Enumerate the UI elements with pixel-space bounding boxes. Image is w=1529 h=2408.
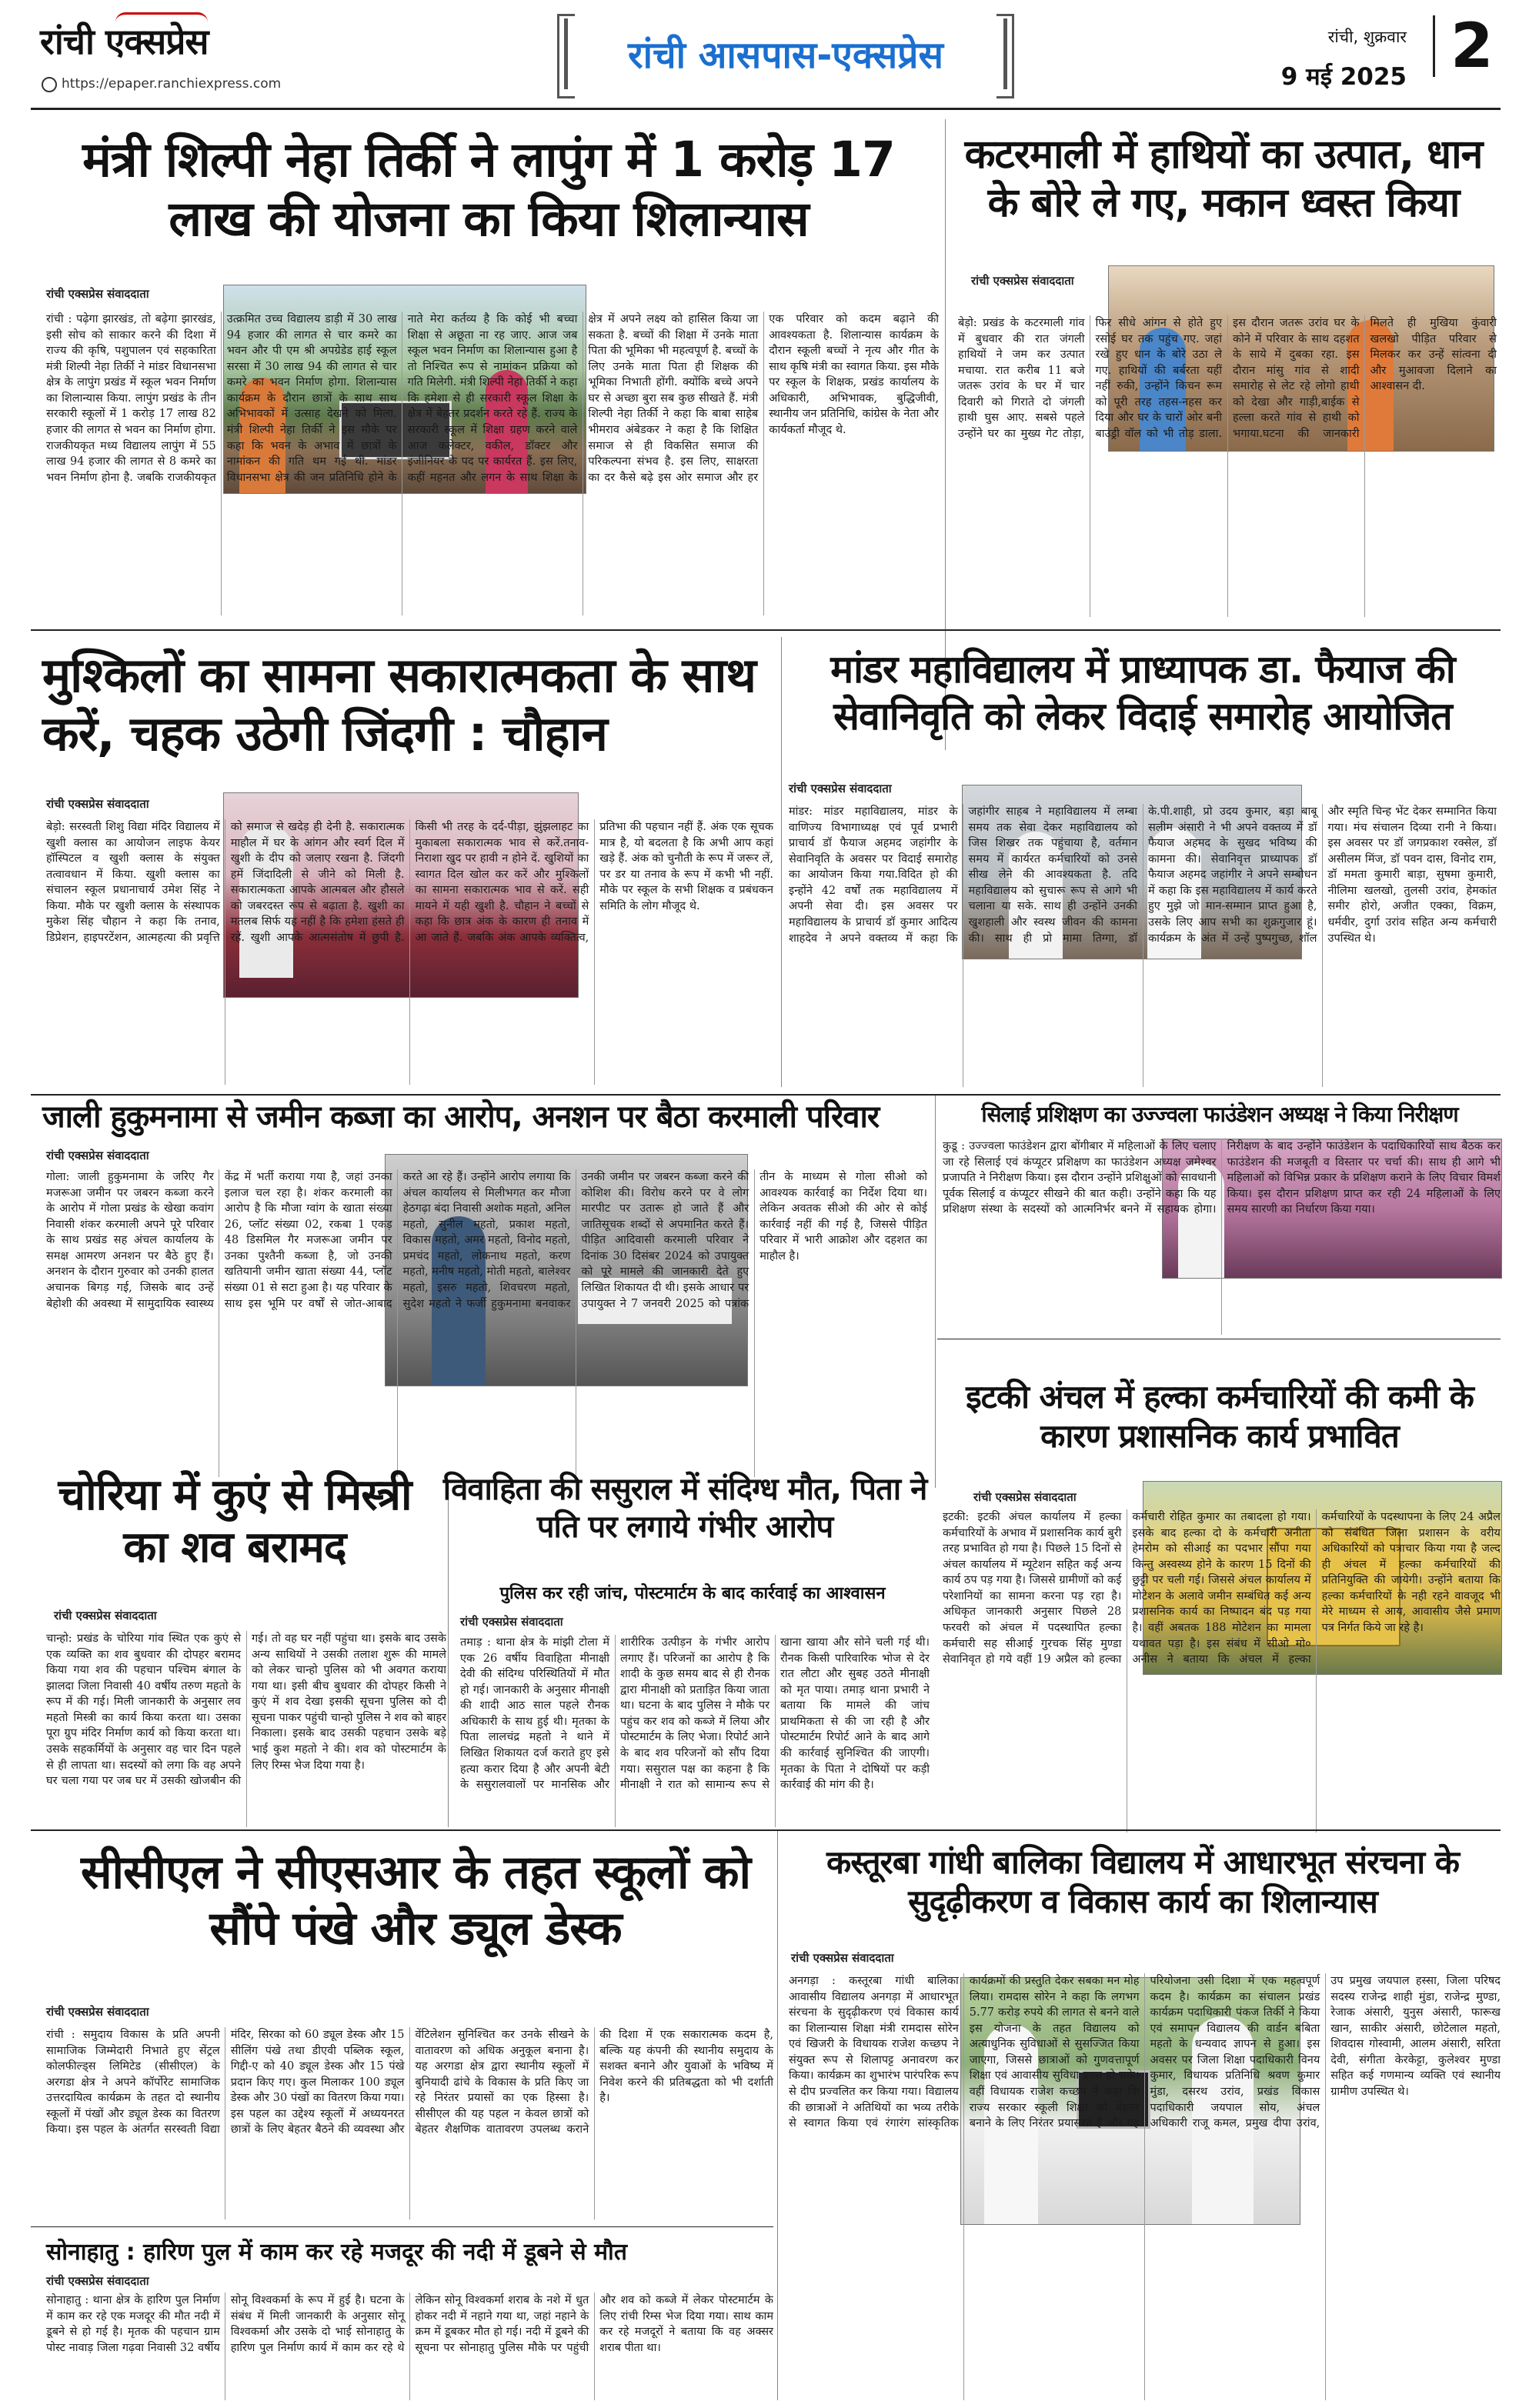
article-a6-body: कुडू : उज्ज्वला फाउंडेशन द्वारा बोंगीबार में महिलाओं के लिए चलाए जा रहे सिलाई एवं कंप्यूटर प्रशिक्षण का फाउंडेशन अध्यक्ष जमेश्वर प्रजापति ने निरीक्षण किया। इस दौरान उन्होंने प्रशिक्षुओं को सावधानी पूर्वक सिलाई व कंप्यूटर सीखने की बात कही। उन्होंने कहा कि यह प्रशिक्षण संस्था के सदस्यों को आत्मनिर्भर बनने में सहायक होगा। निरीक्षण के बाद उन्होंने फाउंडेशन के पदाधिकारियों साथ बैठक कर फाउंडेशन की मजबूती व विस्तार पर चर्चा की। साथ ही आगे भी महिलाओं को विभिन्न प्रकार के प्रशिक्षण कराने के लिए विचार विमर्श किया। इस दौरान प्रशिक्षण प्राप्त कर रही 24 महिलाओं के लिए समय सारणी का निर्धारण किया गया।	[943, 1140, 1501, 1216]
headline-a11: सोनाहातु : हारिण पुल में काम कर रहे मजदूर की नदी में डूबने से मौत	[46, 2239, 627, 2266]
place-day: रांची, शुक्रवार	[1327, 28, 1407, 46]
headline-a4: मांडर महाविद्यालय में प्राध्यापक डा. फैयाज की सेवानिवृति को लेकर विदाई समारोह आयोजित	[830, 647, 1455, 739]
byline-a9: रांची एक्सप्रेस संवाददाता	[460, 1615, 563, 1629]
divider	[31, 1829, 1501, 1831]
divider	[31, 629, 1501, 631]
divider	[777, 1831, 778, 2400]
section-title: रांची आसपास-एक्सप्रेस	[628, 34, 943, 77]
article-a2-body: बेड़ो: प्रखंड के कटरमाली गांव में बुधवार की रात जंगली हाथियों ने जम कर उत्पात मचाया. रात करीब 11 बजे जतरू उरांव के घर में चार दिवारी को गिराते दो जंगली हाथी घुस आए. सबसे पहले उन्होंने घर का मुख्य गेट तोड़ा, फिर सीधे आंगन से होते हुए रसोई घर तक पहुंच गए. जहां रखे हुए धान के बोरे उठा ले गए. हाथियों की बर्बरता यहीं नहीं रुकी, उन्होंने किचन रूम को पूरी तरह तहस-नहस कर दिया और घर के चारों ओर बनी बाउंड्री वॉल को भी तोड़ डाला. इस दौरान जतरू उरांव घर के कोने में परिवार के साथ दहशत के साये में दुबका रहा. इस दौरान मांसु गांव से शादी समारोह से लेट रहे लोगो हाथी को देखा और गाड़ी,बाईक से हल्ला करते गांव से हाथी को भगाया.घटना की जानकारी मिलते ही मुखिया कुंवारी खलखो पीड़ित परिवार से मिलकर कर उन्हें सांत्वना दी और मुआवजा दिलाने का आश्वासन दी.	[958, 317, 1497, 441]
byline-a2: रांची एक्सप्रेस संवाददाता	[971, 274, 1074, 288]
divider	[781, 637, 782, 1087]
logo: रांची एक्सप्रेस	[40, 21, 209, 62]
headline-a6: सिलाई प्रशिक्षण का उज्ज्वला फाउंडेशन अध्यक्ष ने किया निरीक्षण	[981, 1102, 1458, 1127]
article-a11-body: सोनाहातु : थाना क्षेत्र के हारिण पुल निर्माण में काम कर रहे एक मजदूर की मौत नदी में डूबने से हो गई है। मृतक की पहचान ग्राम पोस्ट नावाड़ जिला गढ़वा निवासी 32 वर्षीय सोनू विश्वकर्मा के रूप में हुई है। घटना के संबंध में मिली जानकारी के अनुसार सोनू विश्वकर्मा और उसके दो भाई सोनाहातु के हारिण पुल निर्माण कार्य में काम कर रहे थे लेकिन सोनू विश्वकर्मा शराब के नशे में धुत होकर नदी में नहाने गया था, जहां नहाने के क्रम में डूबकर मौत हो गई। नदी में डूबने की सूचना पर सोनाहातु पुलिस मौके पर पहुंची और शव को कब्जे में लेकर पोस्टमार्टम के लिए रांची रिम्स भेज दिया गया। साथ काम कर रहे मजदूरों ने बताया कि वह अक्सर शराब पीता था।	[46, 2294, 773, 2354]
byline-a4: रांची एक्सप्रेस संवाददाता	[789, 782, 892, 795]
byline-a10: रांची एक्सप्रेस संवाददाता	[46, 2005, 149, 2019]
logo-swoosh	[115, 12, 208, 22]
headline-a10: सीसीएल ने सीएसआर के तहत स्कूलों को सौंपे पंखे और ड्यूल डेस्क	[81, 1846, 750, 1956]
url-globe-icon	[42, 77, 57, 92]
divider	[31, 1094, 1501, 1096]
headline-a5: जाली हुकुमनामा से जमीन कब्जा का आरोप, अनशन पर बैठा करमाली परिवार	[42, 1099, 880, 1135]
byline-a12: रांची एक्सप्रेस संवाददाता	[791, 1951, 894, 1965]
byline-a1: रांची एक्सप्रेस संवाददाता	[46, 287, 149, 301]
article-a4-body: मांडर: मांडर महाविद्यालय, मांडर के वाणिज्य विभागाध्यक्ष एवं पूर्व प्रभारी प्राचार्य डॉ फैयाज अहमद जहांगीर के सेवानिवृति के अवसर पर विदाई समारोह का आयोजन किया गया.विदित हो की इन्होंने 42 वर्षों तक महाविद्यालय में अपनी सेवा दी। इस अवसर पर महाविद्यालय के प्राचार्य डॉ कुमार आदित्य शाहदेव ने अपने वक्तव्य में कहा कि जहांगीर साहब ने महाविद्यालय में लम्बा समय तक सेवा देकर महाविद्यालय को जिस शिखर तक पहुंचाया है, वर्तमान समय में कार्यरत कर्मचारियों को उनसे सीख लेने की आवश्यकता है. तदि महाविद्यालय को सुचारू रूप से आगे भी चलाना या सके. साथ ही उन्होंने उनकी खुशहाली और स्वस्थ जीवन की कामना की। साथ ही प्रो मामा तिग्गा, डॉ के.पी.शाही, प्रो उदय कुमार, बड़ा बाबू सलीम अंसारी ने भी अपने वक्तव्य में डॉ फैयाज अहमद के सुखद भविष्य की कामना की। सेवानिवृत्त प्राध्यापक डॉ फैयाज अहमद जहांगीर ने अपने सम्बोधन में कहा कि इस महाविद्यालय में कार्य करते हुए मुझे जो मान-सम्मान प्राप्त हुआ है, उसके लिए आप सभी का शुक्रगुजार हूं। कार्यक्रम के अंत में उन्हें पुष्पगुच्छ, शॉल और स्मृति चिन्ह भेंट देकर सम्मानित किया गया। मंच संचालन दिव्या रानी ने किया। इस अवसर पर डॉ जगप्रकाश रक्सेल, डॉ असीलम मिंज, डॉ पवन दास, विनोद राम, डॉ ममता कुमारी बाड़ा, सुषमा कुमारी, नीलिमा खलखो, तुलसी उरांव, हेमकांत समीर होरो, अजीत एक्का, विक्रम, धर्मवीर, दुर्गा उरांव सहित अन्य कर्मचारी उपस्थित थे।	[789, 805, 1497, 945]
page-number: 2	[1433, 15, 1527, 77]
byline-a3: रांची एक्सप्रेस संवाददाता	[46, 797, 149, 811]
headline-a12: कस्तूरबा गांधी बालिका विद्यालय में आधारभूत संरचना के सुदृढ़ीकरण व विकास कार्य का शिलान्यास	[826, 1843, 1459, 1921]
subhead-a9: पुलिस कर रही जांच, पोस्टमार्टम के बाद कार्रवाई का आश्वासन	[499, 1584, 886, 1603]
article-a3-body: बेड़ो: सरस्वती शिशु विद्या मंदिर विद्यालय में खुशी क्लास का आयोजन लाइफ केयर हॉस्पिटल व खुशी क्लास के संयुक्त तत्वावधान में किया. खुशी क्लास का संचालन स्कूल प्रधानाचार्य उमेश सिंह ने किया. मौके पर खुशी क्लास के संस्थापक मुकेश सिंह चौहान ने कहा कि तनाव, डिप्रेशन, हाइपरटेंशन, आत्महत्या की प्रवृत्ति को समाज से खदेड़ ही देनी है. सकारात्मक माहौल में घर के आंगन और स्वर्ग दिल में खुशी के दीप को जलाए रखना है. जिंदगी हमें जिंदादिली से जीने को मिली है. सकारात्मकता आपके आत्मबल और हौसले को जबरदस्त रूप से बढ़ाता है. खुशी का मतलब सिर्फ यह नहीं है कि हमेशा हंसते ही रहें. खुशी आपके आत्मसंतोष में छुपी है. किसी भी तरह के दर्द-पीड़ा, झुंझलाहट का मुकाबला सकारात्मक भाव से करें.तनाव-निराशा खुद पर हावी न होने दें. खुशियों का स्वागत दिल खोल कर करें और मुश्किलों का सामना सकारात्मक भाव से करें. सही मायने में यही खुशी है. चौहान ने बच्चों से कहा कि छात्र अंक के कारण ही तनाव में आ जाते हैं. जबकि अंक आपके व्यक्तित्व, प्रतिभा की पहचान नहीं हैं. अंक एक सूचक मात्र है, यो बदलता है कि अभी आप कहां खड़े हैं. अंक को चुनौती के रूप में जरूर लें, पर डर या तनाव के रूप में कभी भी नहीं. मौके पर स्कूल के सभी शिक्षक व प्रबंधकन समिति के लोग मौजूद थे.	[46, 821, 773, 945]
section-banner	[564, 18, 1007, 89]
headline-a9: विवाहिता की ससुराल में संदिग्ध मौत, पिता ने पति पर लगाये गंभीर आरोप	[442, 1472, 927, 1545]
article-a7-body: इटकी: इटकी अंचल कार्यालय में हल्का कर्मचारियों के अभाव में प्रशासनिक कार्य बुरी तरह प्रभावित हो गया है। पिछले 15 दिनों से अंचल कार्यालय में म्यूटेशन सहित कई अन्य कार्य ठप पड़ गया है। जिससे ग्रामीणों को कई परेशानियों का सामना करना पड़ रहा है। अधिकृत जानकारी अनुसार पिछले 28 फरवरी को अंचल में पदस्थापित हल्का कर्मचारी सह सीआई गुरचक सिंह मुण्डा सेवानिवृत हो गये वहीं 19 अप्रैल को हल्का कर्मचारी रोहित कुमार का तबादला हो गया। इसके बाद हल्का दो के कर्मचारी अनीता हेमरोम को सीआई का पदभार सौंपा गया किन्तु अस्वस्थ्य होने के कारण 15 दिनों की छुट्टी पर चली गई। जिससे अंचल कार्यालय में मोटेशन के अलावे जमीन सम्बंधित कई अन्य प्रशासनिक कार्य का निष्पादन बंद पड़ गया है। वहीं अबतक 188 मोटेशन का मामला यथावत पड़ा है। इस संबंध में सीओ मो० अनीस ने बताया कि अंचल में हल्का कर्मचारियों के पदस्थापना के लिए 24 अप्रैल को संबंधित जिला प्रशासन के वरीय अधिकारियों को पत्राचार किया गया है जल्द ही अंचल में हल्का कर्मचारियों की प्रतिनियुक्ति की जायेगी। उन्होंने बताया कि हल्का कर्मचारियों के नही रहने वावजूद भी मेरे माध्यम से आय, आवासीय जैसे प्रमाण पत्र निर्गत किये जा रहे है।	[943, 1511, 1501, 1666]
article-a9-body: तमाड़ : थाना क्षेत्र के मांझी टोला में एक 26 वर्षीय विवाहिता मीनाक्षी देवी की संदिग्ध परिस्थितियों में मौत हो गई। जानकारी के अनुसार मीनाक्षी की शादी आठ साल पहले रौनक अधिकारी के साथ हुई थी। मृतका के पिता लालचंद्र महतो ने थाने में लिखित शिकायत दर्ज कराते हुए इसे हत्या करार दिया है और अपनी बेटी के ससुरालवालों पर मानसिक और शारीरिक उत्पीड़न के गंभीर आरोप लगाए हैं। परिजनों का आरोप है कि शादी के कुछ समय बाद से ही रौनक द्वारा मीनाक्षी को प्रताड़ित किया जाता था। घटना के बाद पुलिस ने मौके पर पहुंच कर शव को कब्जे में लिया और पोस्टमार्टम के लिए भेजा। रिपोर्ट आने के बाद शव परिजनों को सौंप दिया गया। ससुराल पक्ष का कहना है कि मीनाक्षी ने रात को सामान्य रूप से खाना खाया और सोने चली गई थी। रौनक किसी पारिवारिक भोज से देर रात लौटा और सुबह उठते मीनाक्षी को मृत पाया। तमाड़ थाना प्रभारी ने बताया कि मामले की जांच प्राथमिकता से की जा रही है और पोस्टमार्टम रिपोर्ट आने के बाद आगे की कार्रवाई सुनिश्चित की जाएगी। मृतका के पिता ने दोषियों पर कड़ी कार्रवाई की मांग की है।	[460, 1636, 930, 1792]
headline-a3: मुश्किलों का सामना सकारात्मकता के साथ करें, चहक उठेगी जिंदगी : चौहान	[42, 647, 756, 762]
headline-a7: इटकी अंचल में हल्का कर्मचारियों की कमी के कारण प्रशासनिक कार्य प्रभावित	[966, 1378, 1474, 1456]
article-a5-body: गोला: जाली हुकुमनामा के जरिए गैर मजरूआ जमीन पर जबरन कब्जा करने के आरोप में गोला प्रखंड के खेखा कवांग निवासी शंकर करमाली अपने पूरे परिवार के साथ प्रखंड सह अंचल कार्यालय के समक्ष आमरण अनशन पर बैठे हुए हैं। अनशन के दौरान गुरुवार को उनकी हालत अचानक बिगड़ गई, जिसके बाद उन्हें बेहोशी की अवस्था में सामुदायिक स्वास्थ्य केंद्र में भर्ती कराया गया है, जहां उनका इलाज चल रहा है। शंकर करमाली का आरोप है कि मौजा ग्वांग के खाता संख्या 26, प्लॉट संख्या 02, रकबा 1 एकड़ 48 डिसमिल गैर मजरूआ जमीन पर उनका पुश्तैनी कब्जा है, जो उनकी खतियानी जमीन खाता संख्या 44, प्लॉट संख्या 01 से सटा हुआ है। यह परिवार के साथ इस भूमि पर वर्षों से जोत-आबाद करते आ रहे हैं। उन्होंने आरोप लगाया कि अंचल कार्यालय से मिलीभगत कर मौजा हेठगढ़ा बंदा निवासी अशोक महतो, अनिल महतो, सुनील महतो, प्रकाश महतो, विकास महतो, अमर महतो, विनोद महतो, प्रमचंद महतो, लोकनाथ महतो, करण महतो, मनीष महतो, मोती महतो, बालेश्वर महतो, इसरु महतो, शिवचरण महतो, सुदेश महतो ने फर्जी हुकुमनामा बनवाकर उनकी जमीन पर जबरन कब्जा करने की कोशिश की। विरोध करने पर वे लोग मारपीट पर उतारू हो जाते हैं और जातिसूचक शब्दों से अपमानित करते हैं। पीड़ित आदिवासी करमाली परिवार ने दिनांक 30 दिसंबर 2024 को उपायुक्त को पूरे मामले की जानकारी देते हुए लिखित शिकायत दी थी। इसके आधार पर उपायुक्त ने 7 जनवरी 2025 को पत्रांक तीन के माध्यम से गोला सीओ को आवश्यक कार्रवाई का निर्देश दिया था। लेकिन अवतक सीओ की ओर से कोई कार्रवाई नहीं की गई है, जिससे पीड़ित परिवार में भारी आक्रोश और दहशत का माहौल है।	[46, 1171, 927, 1310]
byline-a5: रांची एक्सप्रेस संवाददाता	[46, 1149, 149, 1162]
byline-a8: रांची एक्सप्रेस संवाददाता	[54, 1609, 157, 1623]
article-a10-body: रांची : समुदाय विकास के प्रति अपनी सामाजिक जिम्मेदारी निभाते हुए सेंट्रल कोलफील्ड्स लिमिटेड (सीसीएल) के अरगडा क्षेत्र ने अपने कॉर्पोरेट सामाजिक उत्तरदायित्व कार्यक्रम के तहत दो स्थानीय स्कूलों में पंखों और ड्यूल डेस्क का वितरण किया। इस पहल के अंतर्गत सरस्वती विद्या मंदिर, सिरका को 60 ड्यूल डेस्क और 15 सीलिंग पंखे तथा डीएवी पब्लिक स्कूल, गिद्दी-ए को 40 ड्यूल डेस्क और 15 पंखे प्रदान किए गए। कुल मिलाकर 100 ड्यूल डेस्क और 30 पंखों का वितरण किया गया। इस पहल का उद्देश्य स्कूलों में अध्ययनरत छात्रों के लिए बेहतर बैठने की व्यवस्था और वेंटिलेशन सुनिश्चित कर उनके सीखने के वातावरण को अधिक अनुकूल बनाना है। यह अरगडा क्षेत्र द्वारा स्थानीय स्कूलों में बुनियादी ढांचे के विकास के प्रति किए जा रहे निरंतर प्रयासों का एक हिस्सा है। सीसीएल की यह पहल न केवल छात्रों को बेहतर शैक्षणिक वातावरण उपलब्ध कराने की दिशा में एक सकारात्मक कदम है, बल्कि यह कंपनी की स्थानीय समुदाय के सशक्त बनाने और युवाओं के भविष्य में निवेश करने की प्रतिबद्धता को भी दर्शाती है।	[46, 2029, 773, 2136]
headline-a8: चोरिया में कुएं से मिस्त्री का शव बरामद	[58, 1470, 412, 1573]
issue-date: 9 मई 2025	[1280, 63, 1407, 91]
article-a12-body: अनगड़ा : कस्तूरबा गांधी बालिका आवासीय विद्यालय अनगड़ा में आधारभूत संरचना के सुदृढ़ीकरण एवं विकास कार्य का शिलान्यास शिक्षा मंत्री रामदास सोरेन एवं खिजरी के विधायक राजेश कच्छप ने संयुक्त रूप से शिलापट्ट अनावरण कर किया। कार्यक्रम का शुभारंभ पारंपरिक रूप से दीप प्रज्वलित कर किया गया। विद्यालय की छात्राओं ने अतिथियों का भव्य तरीके से स्वागत किया एवं रंगारंग सांस्कृतिक कार्यक्रमों की प्रस्तुति देकर सबका मन मोह लिया। रामदास सोरेन ने कहा कि लगभग 5.77 करोड़ रुपये की लागत से बनने वाले इस योजना के तहत विद्यालय को अत्याधुनिक सुविधाओं से सुसज्जित किया जाएगा, जिससे छात्राओं को गुणवत्तापूर्ण शिक्षा एवं आवासीय सुविधा प्राप्त हो सके। वहीं विधायक राजेश कच्छप ने कहा कि राज्य सरकार स्कूली शिक्षा को बेहतर बनाने के लिए निरंतर प्रयासरत है और यह परियोजना उसी दिशा में एक महत्वपूर्ण कदम है। कार्यक्रम का संचालन प्रखंड कार्यक्रम पदाधिकारी पंकज तिर्की ने किया एवं समापन विद्यालय की वार्डन बबिता महतो के धन्यवाद ज्ञापन से हुआ। इस अवसर पर जिला शिक्षा पदाधिकारी विनय कुमार, विधायक प्रतिनिधि श्रवण कुमार मुंडा, दसरथ उरांव, प्रखंड विकास पदाधिकारी जयपाल सोय, अंचल अधिकारी राजू कमल, प्रमुख दीपा उरांव, उप प्रमुख जयपाल हस्सा, जिला परिषद सदस्य राजेन्द्र शाही मुंडा, राजेन्द्र मुण्डा, रेजाक अंसारी, युनुस अंसारी, फारूख खान, साकीर अंसारी, छोटेलाल महतो, शिवदास गोस्वामी, आलम अंसारी, सरिता देवी, संगीता केरकेट्टा, कुलेश्वर मुण्डा सहित कई गणमान्य व्यक्ति एवं स्थानीय ग्रामीण उपस्थित थे।	[789, 1975, 1501, 2130]
headline-a1: मंत्री शिल्पी नेहा तिर्की ने लापुंग में 1 करोड़ 17 लाख की योजना का किया शिलान्यास	[82, 132, 895, 247]
byline-a11: रांची एक्सप्रेस संवाददाता	[46, 2274, 149, 2288]
headline-a2: कटरमाली में हाथियों का उत्पात, धान के बोरे ले गए, मकान ध्वस्त किया	[964, 132, 1483, 227]
article-a1-body: रांची : पढ़ेगा झारखंड, तो बढ़ेगा झारखंड, इसी सोच को साकार करने की दिशा में राज्य की कृषि, पशुपालन एवं सहकारिता मंत्री शिल्पी नेहा तिर्की ने मांडर विधानसभा क्षेत्र के लापुंग प्रखंड में स्कूल भवन निर्माण का शिलान्यास किया. लापुंग प्रखंड के तीन सरकारी स्कूलों में 1 करोड़ 17 लाख 82 हजार की लागत से भवन का निर्माण होगा. राजकीयकृत मध्य विद्यालय लापुंग में 55 लाख 94 हजार की लागत से 8 कमरे का भवन निर्माण होना है. जबकि राजकीयकृत उत्क्रमित उच्च विद्यालय डाड़ी में 30 लाख 94 हजार की लागत से चार कमरे का भवन और पी एम श्री अपग्रेडेड हाई स्कूल सरसा में 30 लाख 94 की लागत से चार कमरे का भवन निर्माण होगा. शिलान्यास कार्यक्रम के दौरान छात्रों के साथ साथ अभिभावकों में उत्साह देखने को मिला. मंत्री शिल्पी नेहा तिर्की ने इस मौके पर कहा कि भवन के अभाव में छात्रों के नामांकन की गति थम गई थी. मांडर विधानसभा क्षेत्र की जन प्रतिनिधि होने के नाते मेरा कर्तव्य है कि कोई भी बच्चा शिक्षा से अछूता ना रह जाए. आज जब स्कूल भवन निर्माण का शिलान्यास हुआ है तो निश्चित रूप से नामांकन प्रक्रिया को गति मिलेगी. मंत्री शिल्पी नेहा तिर्की ने कहा कि हमेशा से ही सरकारी स्कूल शिक्षा के क्षेत्र में बेहतर प्रदर्शन करते रहे हैं. राज्य के सरकारी स्कूल में शिक्षा ग्रहण करने वाले आज कलेक्टर, वकील, डॉक्टर और इंजीनियर के पद पर कार्यरत हैं. इस लिए, कहीं महनत और लगन के साथ शिक्षा के क्षेत्र में अपने लक्ष्य को हासिल किया जा सकता है. बच्चों की शिक्षा में उनके माता पिता की भूमिका भी महत्वपूर्ण है. बच्चों के लिए उनके माता पिता ही शिक्षक की भूमिका निभाती होंगी. क्योंकि बच्चे अपने घर से अच्छा बुरा सब कुछ सीखते हैं. मंत्री शिल्पी नेहा तिर्की ने कहा कि बाबा साहेब भीमराव अंबेडकर ने कहा है कि शिक्षित समाज से ही विकसित समाज की परिकल्पना संभव है. इस लिए, साक्षरता का दर कैसे बढ़े इस ओर समाज और हर एक परिवार को कदम बढ़ाने की आवश्यकता है. शिलान्यास कार्यक्रम के दौरान स्कूली बच्चों ने नृत्य और गीत के साथ कृषि मंत्री का स्वागत किया. इस मौके पर स्कूल के शिक्षक, प्रखंड कार्यालय के अधिकारी, अभिभावक, बुद्धिजीवी, स्थानीय जन प्रतिनिधि, कांग्रेस के नेता और कार्यकर्ता मौजूद थे.	[46, 313, 939, 484]
divider	[935, 1096, 936, 1488]
divider	[31, 2226, 773, 2227]
epaper-url[interactable]: https://epaper.ranchiexpress.com	[62, 76, 282, 92]
article-a8-body: चान्हो: प्रखंड के चोरिया गांव स्थित एक कुएं से एक व्यक्ति का शव बुधवार की दोपहर बरामद किया गया शव की पहचान पश्चिम बंगाल के झालदा जिला निवासी 40 वर्षीय तरुण महतो के रूप में की गई। मिली जानकारी के अनुसार लव महतो मिस्त्री का कार्य किया करता था। उसका पूरा ग्रुप मंदिर निर्माण कार्य को किया करता था। उसके सहकर्मियों के अनुसार वह चार दिन पहले से ही लापता था। सदस्यों को लगा कि वह अपने घर चला गया पर जब घर में उसकी खोजबीन की गई। तो वह घर नहीं पहुंचा था। इसके बाद उसके अन्य साथियों ने उसकी तलाश शुरू की मामले को लेकर चान्हो पुलिस को भी अवगत कराया गया था। इसी बीच बुधवार की दोपहर किसी ने कुएं में शव देखा इसकी सूचना पुलिस को दी सूचना पाकर पहुंची चान्हो पुलिस ने शव को बाहर निकाला। इसके बाद उसकी पहचान उसके बड़े भाई कुश महतो ने की। शव को पोस्टमार्टम के लिए रिम्स भेज दिया गया है।	[46, 1633, 446, 1788]
masthead-rule	[31, 108, 1501, 110]
byline-a7: रांची एक्सप्रेस संवाददाता	[973, 1490, 1077, 1504]
masthead	[0, 0, 1529, 108]
